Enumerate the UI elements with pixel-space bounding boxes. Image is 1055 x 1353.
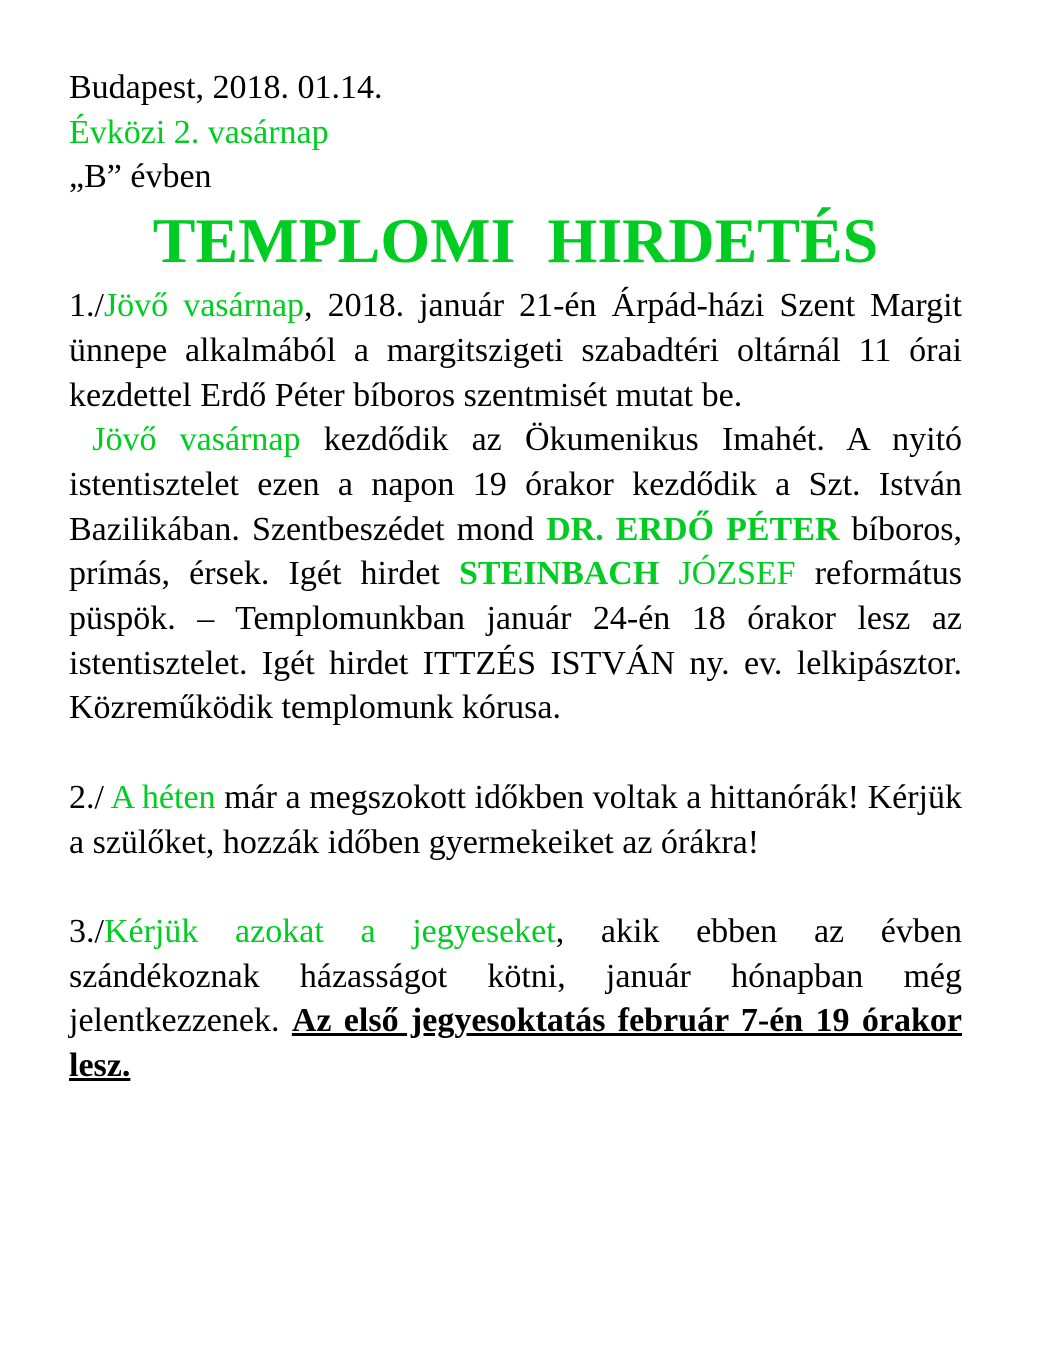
item-2-lead: A héten: [110, 778, 216, 816]
item-1-lead: Jövő vasárnap: [103, 287, 305, 325]
item-3-lead: Kérjük azokat a jegyeseket: [103, 912, 556, 950]
liturgical-sunday: Évközi 2. vasárnap: [69, 113, 329, 151]
liturgical-year: „B” évben: [69, 158, 212, 196]
item-number-2: 2./: [69, 778, 104, 816]
paragraph-1b: [69, 418, 962, 731]
item-1-text: , 2018. január 21-én Árpád-házi Szent Margit ünnepe alkalmából a margitszigeti szabadtéri oltárnál 11 órai kezdettel Erdő Péter bíboros szentmisét mutat be.: [69, 287, 962, 414]
paragraph-1: [69, 284, 962, 418]
item-number-3: 3./: [69, 912, 104, 950]
item-1b-text-3: református püspök. – Templomunkban január 24-én 18 órakor lesz az istentisztelet. Igét hirdet ITTZÉS ISTVÁN ny. ev. lelkipásztor. Közreműködik templomunk kórusa.: [69, 555, 963, 727]
bishop-given-name: JÓZSEF: [678, 555, 796, 593]
paragraph-2: [69, 776, 962, 865]
item-1b-lead: Jövő vasárnap: [92, 421, 301, 459]
paragraph-3: [69, 910, 962, 1089]
preacher-name: DR. ERDŐ PÉTER: [546, 510, 840, 548]
first-session-notice: Az első jegyesoktatás február 7-én 19 órakor lesz.: [69, 1002, 962, 1085]
date-line: Budapest, 2018. 01.14.: [69, 69, 383, 106]
bishop-surname: STEINBACH: [459, 555, 660, 593]
spacer: [69, 731, 962, 776]
announcement-page: [69, 66, 962, 1089]
page-title: TEMPLOMI HIRDETÉS: [152, 205, 879, 277]
item-1b-text-2: bíboros, prímás, érsek. Igét hirdet: [69, 510, 963, 593]
item-1b-text-1: kezdődik az Ökumenikus Imahét. A nyitó istentisztelet ezen a napon 19 órakor kezdődik a Szt. István Bazilikában. Szentbeszédet mond: [69, 421, 963, 548]
spacer: [69, 865, 962, 910]
item-2-text: már a megszokott időkben voltak a hittanórák! Kérjük a szülőket, hozzák időben gyermekeiket az órákra!: [69, 778, 963, 861]
item-3-text: , akik ebben az évben szándékoznak házasságot kötni, január hónapban még jelentkezzenek.: [69, 912, 962, 1040]
item-number-1: 1./: [69, 287, 104, 325]
